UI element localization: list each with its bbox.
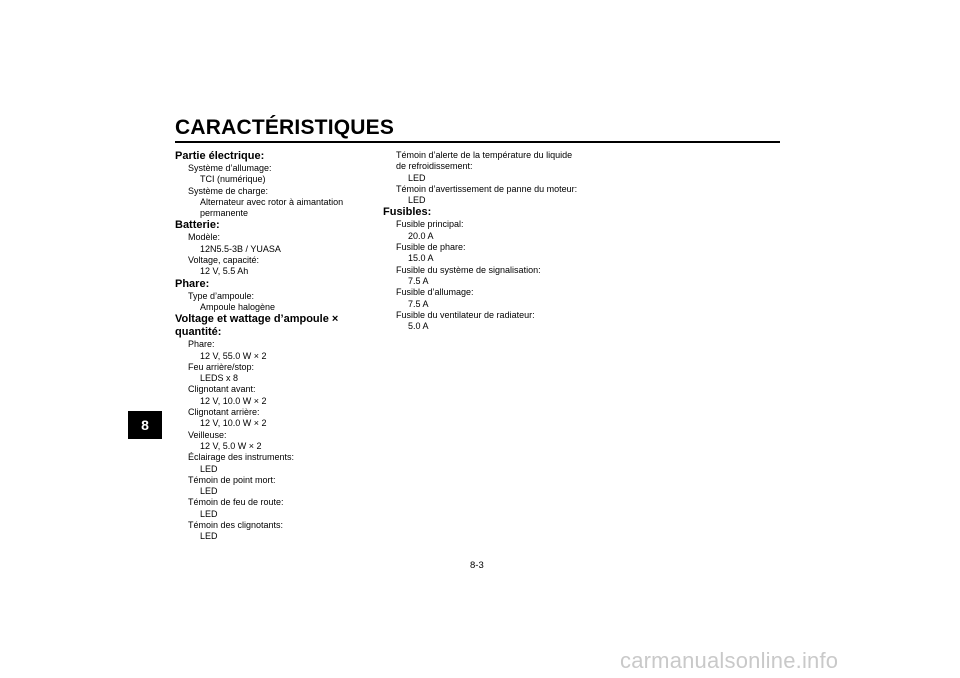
spec-label: Témoin d’avertissement de panne du moteur:: [396, 183, 578, 194]
spec-label: Témoin de feu de route:: [188, 497, 284, 508]
page-number: 8-3: [470, 560, 484, 571]
spec-label: Témoin d’alerte de la température du liquide: [396, 150, 573, 160]
spec-value: LEDS x 8: [200, 373, 239, 384]
section-heading: Fusibles:: [383, 206, 432, 219]
spec-label: Phare:: [188, 339, 215, 350]
left-column: [175, 150, 385, 543]
spec-value: 12N5.5-3B / YUASA: [200, 243, 281, 254]
spec-value: LED: [200, 486, 218, 497]
spec-label: Clignotant avant:: [188, 384, 256, 395]
spec-value: 12 V, 5.0 W × 2: [200, 440, 262, 451]
spec-label: Feu arrière/stop:: [188, 361, 255, 372]
spec-value: 15.0 A: [408, 253, 434, 264]
spec-label: de refroidissement:: [396, 161, 473, 172]
spec-value: 7.5 A: [408, 275, 429, 286]
chapter-tab: 8: [128, 411, 162, 439]
spec-label: Système de charge:: [188, 185, 269, 196]
spec-value: 5.0 A: [408, 321, 429, 332]
spec-value: 12 V, 10.0 W × 2: [200, 418, 267, 429]
spec-value: LED: [408, 195, 426, 206]
section-heading: Partie électrique:: [175, 150, 265, 162]
spec-value: 12 V, 5.5 Ah: [200, 266, 249, 277]
spec-value: Alternateur avec rotor à aimantation: [200, 196, 344, 207]
title-rule: [175, 141, 780, 143]
spec-label: Fusible du système de signalisation:: [396, 264, 541, 275]
right-column: [383, 150, 613, 332]
watermark: carmanualsonline.info: [620, 648, 839, 673]
spec-label: Fusible de phare:: [396, 242, 466, 253]
spec-value: 12 V, 55.0 W × 2: [200, 350, 267, 361]
spec-value: Ampoule halogène: [200, 301, 276, 312]
spec-label: Éclairage des instruments:: [188, 452, 295, 463]
spec-value: 7.5 A: [408, 298, 429, 309]
spec-label: Veilleuse:: [188, 429, 227, 440]
spec-label: Témoin de point mort:: [188, 474, 276, 485]
spec-value: 12 V, 10.0 W × 2: [200, 395, 267, 406]
spec-label: Fusible principal:: [396, 219, 464, 230]
spec-value: LED: [200, 463, 218, 474]
spec-value: LED: [200, 531, 218, 542]
spec-value: LED: [408, 172, 426, 183]
spec-value: permanente: [200, 208, 249, 219]
spec-label: Type d’ampoule:: [188, 290, 255, 301]
spec-label: Clignotant arrière:: [188, 407, 260, 418]
spec-label: Système d’allumage:: [188, 163, 272, 173]
spec-label: Voltage, capacité:: [188, 255, 260, 266]
spec-value: TCI (numérique): [200, 174, 266, 185]
section-heading: Batterie:: [175, 219, 220, 232]
spec-label: Témoin des clignotants:: [188, 520, 284, 531]
spec-value: 20.0 A: [408, 230, 434, 241]
spec-value: LED: [200, 508, 218, 519]
spec-label: Fusible d’allumage:: [396, 287, 474, 298]
section-heading: Voltage et wattage d’ampoule × quantité:: [175, 313, 339, 339]
spec-label: Fusible du ventilateur de radiateur:: [396, 309, 535, 320]
section-heading: Phare:: [175, 277, 210, 290]
page-title: CARACTÉRISTIQUES: [175, 116, 395, 139]
spec-label: Modèle:: [188, 232, 221, 243]
